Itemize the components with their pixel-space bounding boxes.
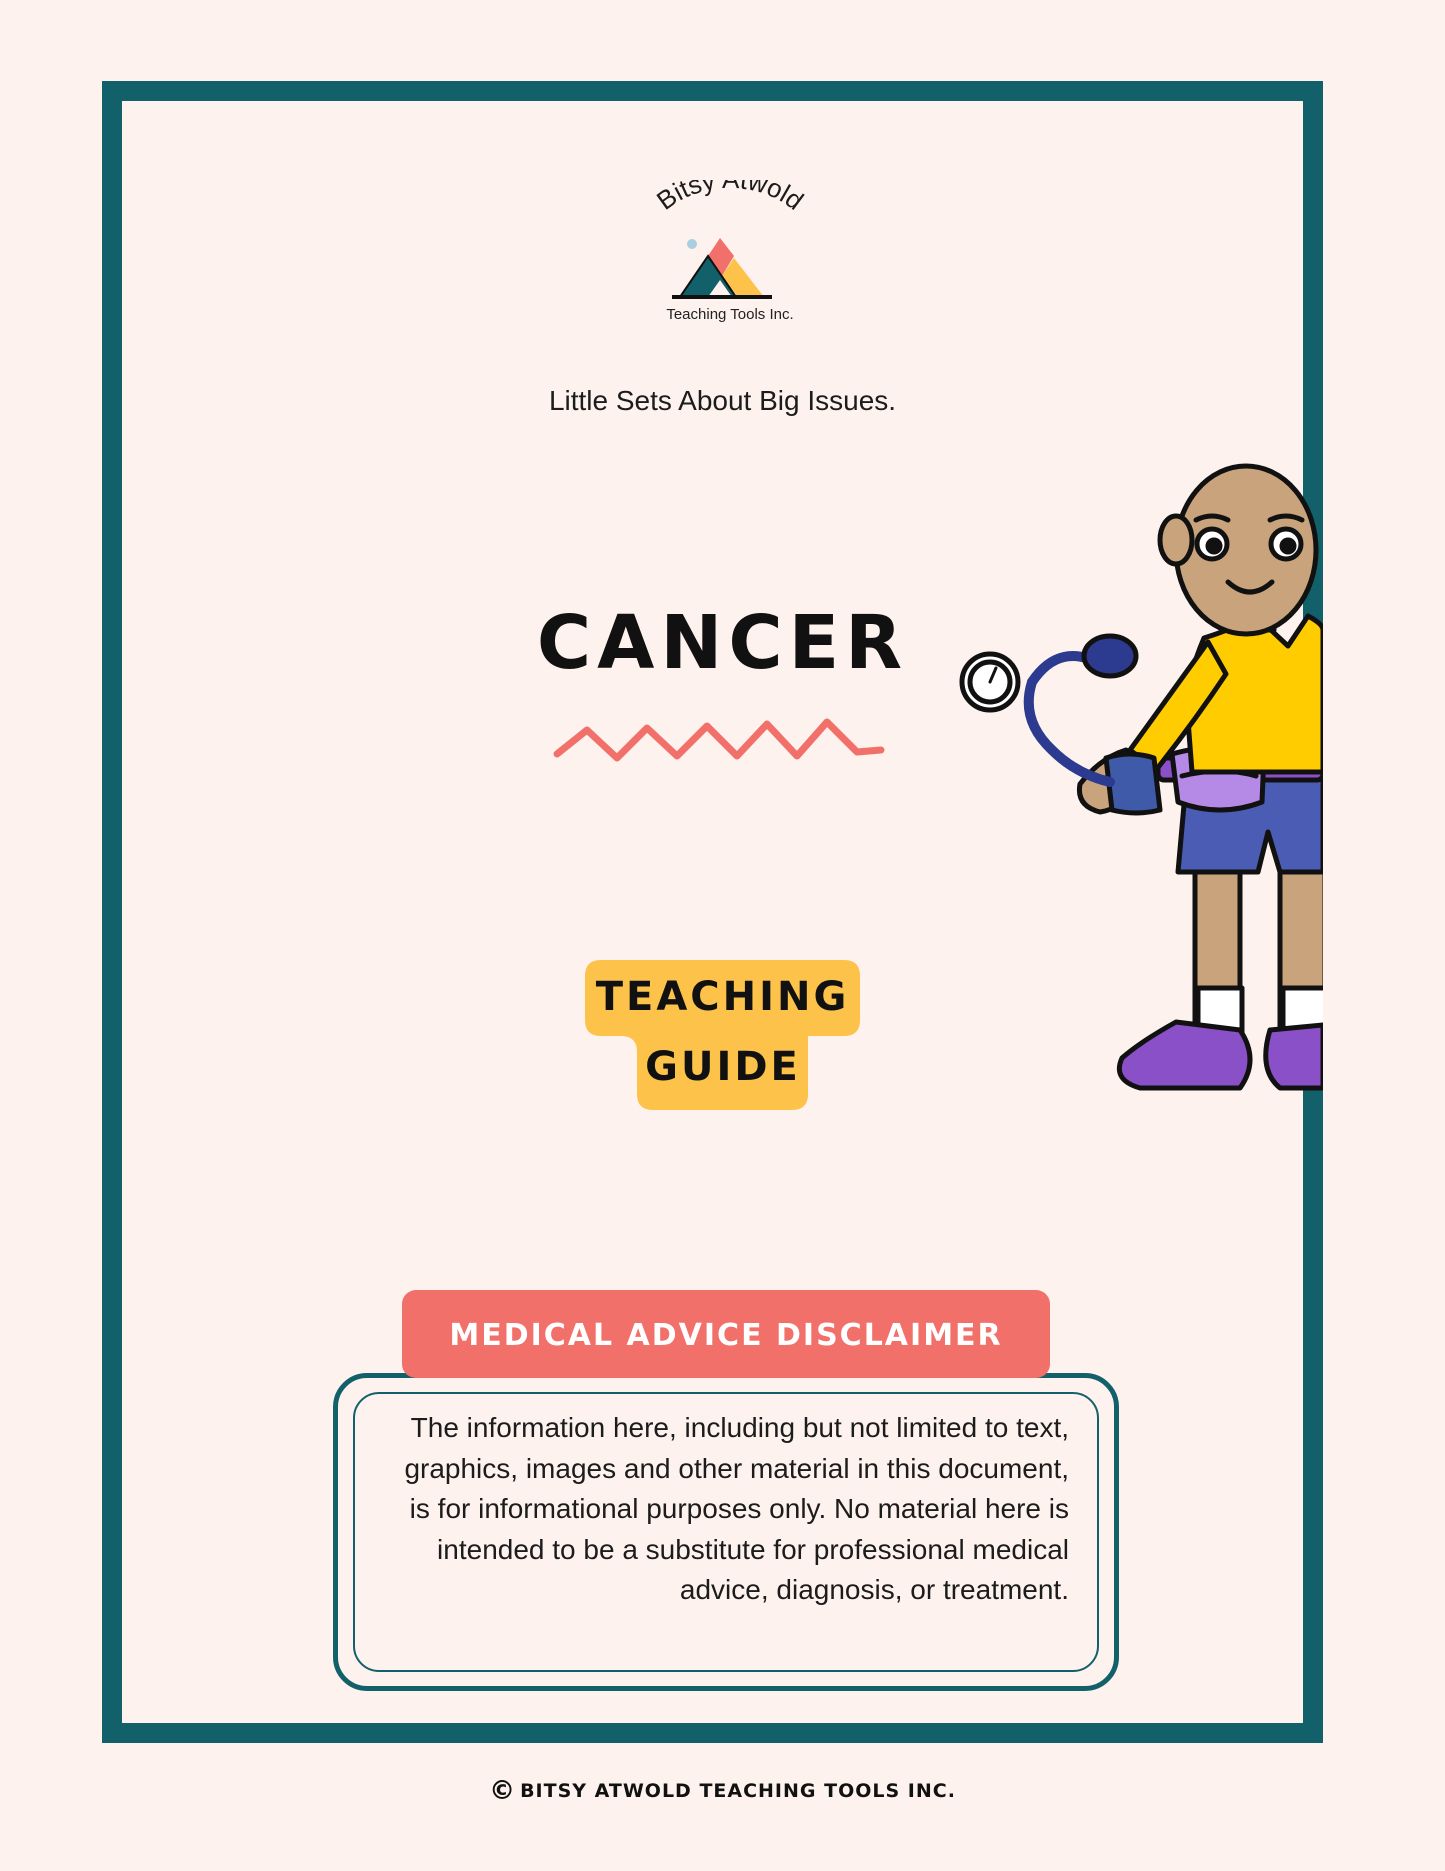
teaching-guide-badge <box>585 960 860 1110</box>
child-illustration <box>940 420 1323 1300</box>
logo-subtitle: Teaching Tools Inc. <box>666 306 794 323</box>
disclaimer-header <box>402 1290 1050 1378</box>
zigzag-divider-icon <box>553 710 885 770</box>
brand-logo <box>620 180 840 330</box>
copyright-icon: © <box>489 1776 517 1806</box>
disclaimer-body: The information here, including but not limited to text, graphics, images and other material in this document, is for informational purposes only. No material here is intended to be a substitute for professional medical advice, diagnosis, or treatment. <box>404 1412 1069 1605</box>
series-tagline: Little Sets About Big Issues. <box>548 385 897 416</box>
disclaimer-box <box>353 1392 1099 1672</box>
badge-line-2: GUIDE <box>645 1044 801 1090</box>
logo-mark-icon <box>620 180 840 310</box>
page-title: CANCER <box>536 600 909 686</box>
copyright-footer <box>0 1776 1445 1806</box>
disclaimer-heading: MEDICAL ADVICE DISCLAIMER <box>449 1318 1003 1353</box>
badge-line-1: TEACHING <box>595 974 850 1020</box>
logo-brand-name: Bitsy wold <box>651 180 810 216</box>
footer-text: BITSY ATWOLD TEACHING TOOLS INC. <box>520 1780 956 1802</box>
